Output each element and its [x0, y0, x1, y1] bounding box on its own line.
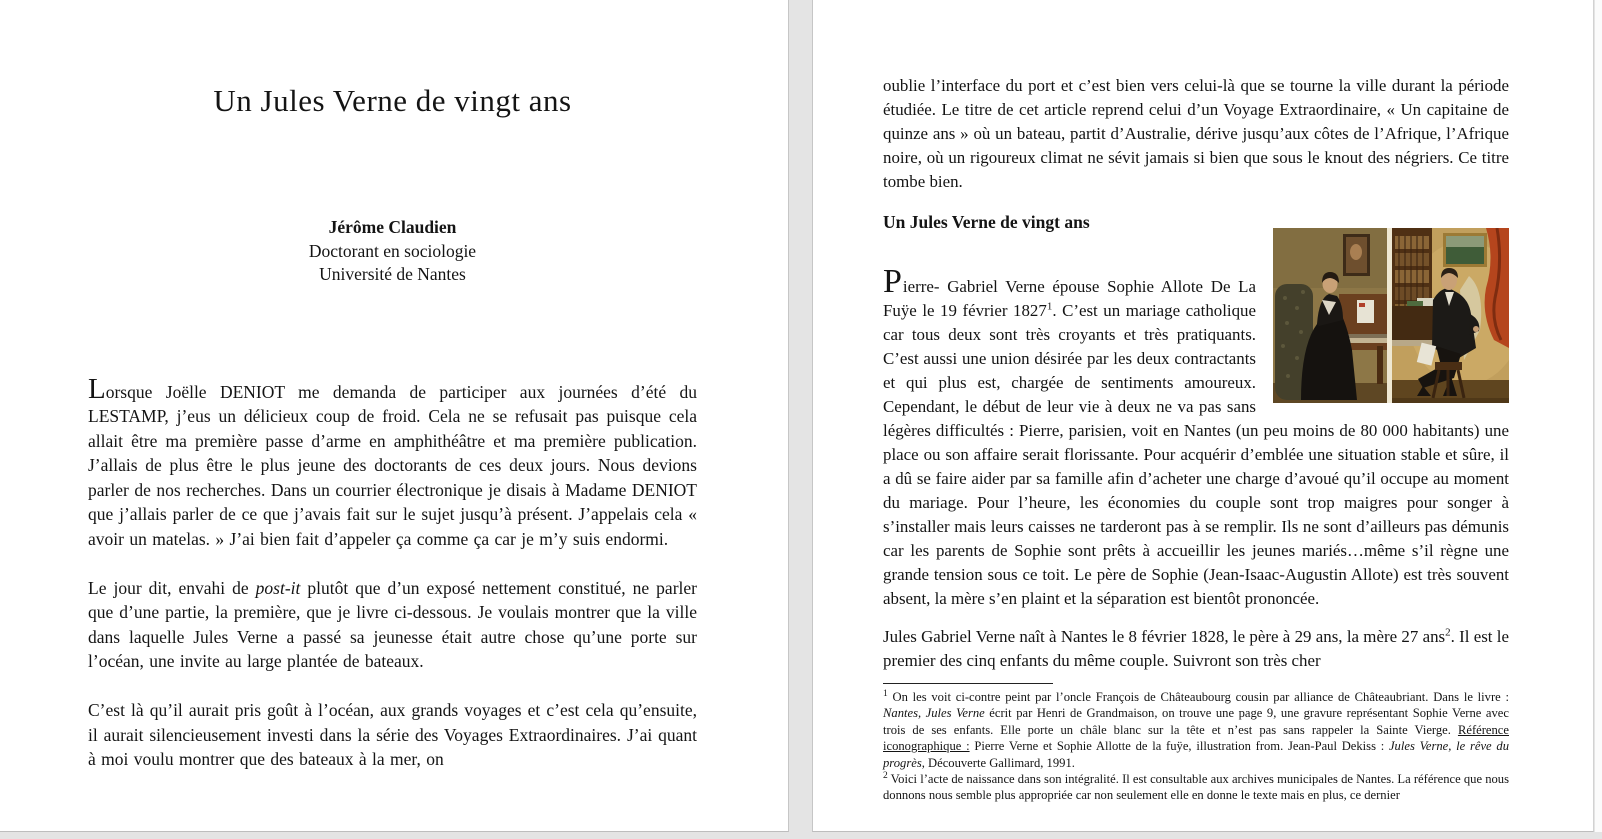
page-2	[812, 0, 1594, 832]
page-1-body	[88, 372, 697, 772]
paragraph-1-text: orsque Joëlle DENIOT me demanda de participer aux journées d’été du LESTAMP, j’eus un délicieux coup de froid. Cela ne se refusait pas puisque cela allait être ma première passe d’arme en amphithéâtre et ma première publication. J’allais de plus être le plus jeune des doctorants de ces deux jours. Nous devions parler de nos recherches. Dans un courrier électronique je disais à Madame DENIOT que j’allais parler de ce que j’avais fait sur le sujet jusqu’à présent. J’appelais cela « avoir un matelas. » J’ai bien fait d’appeler ça comme ça car je m’y suis endormi.	[88, 381, 697, 549]
footnote-1-text-c: Pierre Verne et Sophie Allotte de la fuÿe, illustration from. Jean-Paul Dekiss :	[969, 739, 1389, 754]
footnote-separator	[883, 683, 1053, 684]
paragraph-1	[88, 372, 697, 552]
paragraph-2-text-b: plutôt que d’un exposé nettement constitué, ne parler que d’une partie, la première, que je livre ci-dessous. Je voulais montrer que la ville dans laquelle Jules Verne a passé sa jeunesse était autre chose qu’une porte sur l’océan, une invite au large plantée de bateaux.	[88, 577, 697, 671]
paragraph-6-text-a: Jules Gabriel Verne naît à Nantes le 8 février 1828, le père à 29 ans, la mère 27 ans	[883, 627, 1446, 646]
paragraph-3: C’est là qu’il aurait pris goût à l’océan, aux grands voyages et c’est cela qu’ensuite, il aurait silencieusement investi dans la série des Voyages Extraordinaires. J’ai quant à moi voulu montrer que des bateaux à la mer, on	[88, 700, 697, 769]
footnote-ref-1: 1	[1046, 300, 1053, 313]
paragraph-5-text-b: . C’est un mariage catholique car tous deux sont très croyants et très pratiquants. C’est aussi une union désirée par les deux contractants et qui plus est, chargée de sentiments amoureux. Cependant, le début de leur vie à deux ne va pas sans légères difficultés : Pierre, parisien, voit en Nantes (un peu moins de 80 000 habitants) une place ou son affaire serait florissante. Pour acquérir d’emblée une situation stable et sûre, il a dû se faire aider par sa famille afin d’acheter une charge d’avoué qu’il occupe au moment du mariage. Pour l’heure, les économies du couple sont trop maigres pour songer à s’installer mais leurs caisses ne tarderont pas à se remplir. Ils ne sont d’ailleurs pas démunis car les parents de Sophie sont prêts à accueillir les jeunes mariés…même s’il règne une grande tension sous ce toit. Le père de Sophie (Jean-Isaac-Augustin Allote) est très souvent absent, la mère s’en plaint et la séparation est bientôt prononcée.	[883, 301, 1509, 608]
footnote-1-text-b: écrit par Henri de Grandmaison, on trouve une page 9, une gravure représentant Sophie Verne avec trois de ses enfants. Elle porte un châle blanc sur la tête et n’est pas sans rappeler la Sainte Vierge.	[883, 706, 1509, 737]
author-role: Doctorant en sociologie	[308, 240, 477, 261]
author-affiliation: Université de Nantes	[319, 264, 466, 284]
footnote-1-italic-title-1: Nantes, Jules Verne	[883, 706, 985, 721]
footnote-1	[883, 689, 1509, 771]
painting-image	[1273, 228, 1509, 403]
italic-post-it: post-it	[255, 577, 301, 598]
footnote-ref-2: 2	[1445, 626, 1451, 639]
footnote-2-text: Voici l’acte de naissance dans son intégralité. Il est consultable aux archives municipales de Nantes. La référence que nous donnons nous semble plus appropriée car non seulement elle en donne le texte mais en plus, ce dernier	[883, 772, 1509, 803]
paragraph-4: oublie l’interface du port et c’est bien vers celui-là que se tourne la ville durant la période étudiée. Le titre de cet article reprend celui d’un Voyage Extraordinaire, « Un capitaine de quinze ans » où un bateau, partit d’Australie, dérive jusqu’aux côtes de l’Afrique, l’Afrique noire, où un rigoureux climat ne sévit jamais si bien que sous le knout des négriers. Ce titre tombe bien.	[883, 76, 1509, 191]
dropcap-P: P	[883, 263, 903, 300]
paragraph-2	[88, 576, 697, 674]
footnote-1-underlined-label: Référence iconographique :	[883, 722, 1509, 754]
section-heading: Un Jules Verne de vingt ans	[883, 212, 1090, 232]
author-name: Jérôme Claudien	[328, 217, 457, 237]
footnotes-block	[883, 683, 1509, 804]
page-2-body	[813, 0, 1593, 804]
page-1	[0, 0, 789, 832]
verne-couple-painting	[1273, 228, 1509, 403]
footnote-1-italic-title-2: Jules Verne, le rêve du progrès	[883, 739, 1509, 770]
article-title: Un Jules Verne de vingt ans	[213, 83, 572, 118]
dropcap-L: L	[88, 372, 106, 405]
footnote-1-text-d: , Découverte Gallimard, 1991.	[921, 755, 1075, 770]
footnote-1-number: 1	[883, 688, 888, 699]
footnote-1-text-a: On les voit ci-contre peint par l’oncle François de Châteaubourg cousin par alliance de Châteaubriant. Dans le livre :	[887, 690, 1509, 704]
footnote-2-number: 2	[883, 770, 888, 781]
paragraph-2-text-a: Le jour dit, envahi de	[88, 577, 256, 598]
paragraph-5-text-a: ierre- Gabriel Verne épouse Sophie Allote De La Fuÿe le 19 février 1827	[883, 277, 1256, 320]
author-block	[88, 216, 697, 287]
paragraph-6-text-b: . Il est le premier des cinq enfants du même couple. Suivront son très cher	[883, 627, 1509, 670]
page-edge-strip	[1595, 0, 1602, 832]
paragraph-6	[883, 625, 1509, 673]
footnote-2	[883, 771, 1509, 804]
